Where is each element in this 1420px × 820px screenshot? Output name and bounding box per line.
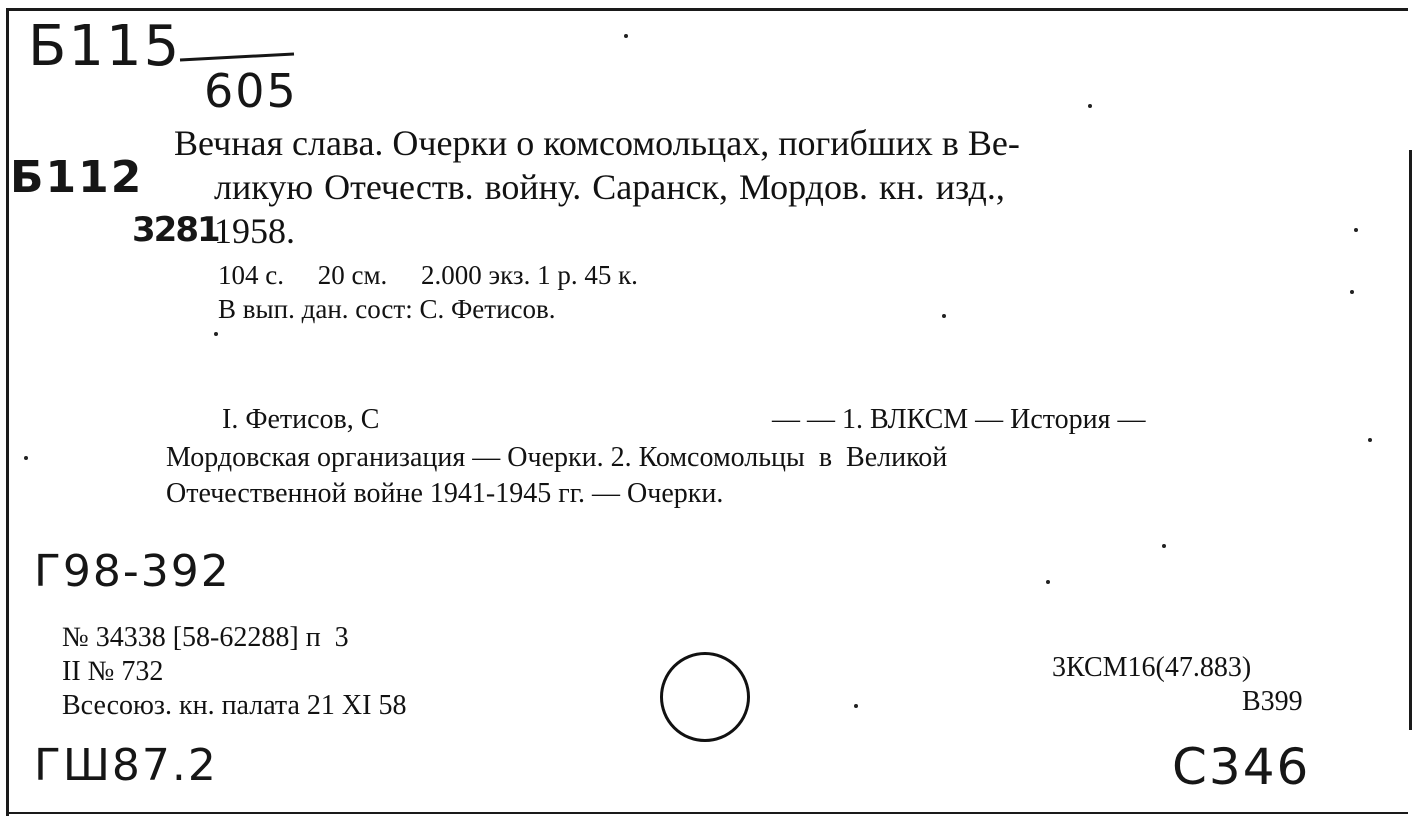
entry-compiler-note: В вып. дан. сост: С. Фетисов. xyxy=(218,294,556,324)
tracing-line-2: Мордовская организация — Очерки. 2. Комсомольцы в Великой xyxy=(166,442,948,473)
imprint-line-3: Всесоюз. кн. палата 21 XI 58 xyxy=(62,690,407,721)
handwritten-code-top: Б115 xyxy=(28,14,182,79)
tracing-line-1-left: I. Фетисов, С xyxy=(222,404,380,435)
handwritten-code-bottom-left: ГШ87.2 xyxy=(34,740,218,791)
card-left-edge xyxy=(6,8,9,816)
card-top-edge xyxy=(8,8,1408,11)
classification-index: 3КСМ16(47.883) xyxy=(1052,652,1252,683)
entry-title-line-3: 1958. xyxy=(214,211,295,251)
imprint-line-2: II № 732 xyxy=(62,656,164,687)
tracing-line-3: Отечественной войне 1941-1945 гг. — Очерки. xyxy=(166,478,724,509)
tracing-line-1-right: — — 1. ВЛКСМ — История — xyxy=(772,404,1146,435)
entry-title-line-2: ликую Отечеств. войну. Саранск, Мордов. кн. изд., xyxy=(214,167,1005,207)
handwritten-fraction-denominator: 605 xyxy=(204,64,298,118)
card-bottom-edge xyxy=(8,812,1408,814)
handwritten-code-number: 3281 xyxy=(132,210,219,250)
imprint-line-1: № 34338 [58-62288] п 3 xyxy=(62,622,349,653)
handwritten-code-bottom-right: С346 xyxy=(1172,738,1311,796)
card-punch-hole xyxy=(660,652,750,742)
entry-collation: 104 с. 20 см. 2.000 экз. 1 р. 45 к. xyxy=(218,260,638,290)
entry-title-line-1: Вечная слава. Очерки о комсомольцах, погибших в Ве- xyxy=(174,123,1020,163)
handwritten-code-middle: Г98-392 xyxy=(34,546,231,597)
handwritten-code-left: Б112 xyxy=(10,152,144,203)
classification-author-mark: В399 xyxy=(1242,686,1303,717)
card-right-edge xyxy=(1409,150,1412,730)
